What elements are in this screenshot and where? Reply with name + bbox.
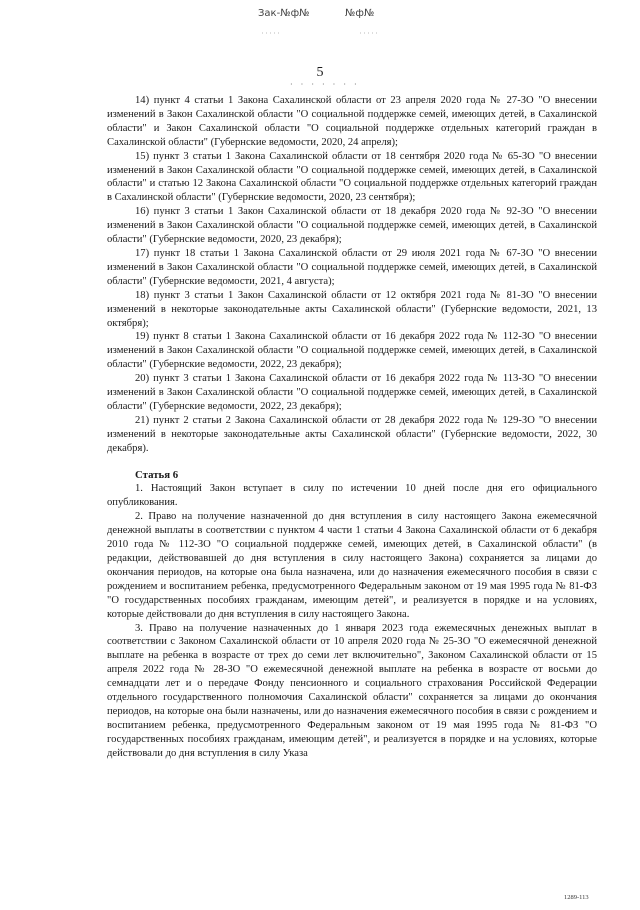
list-item: 19) пункт 8 статьи 1 Закона Сахалинской области от 16 декабря 2022 года № 112-ЗО "О внесении изменений в Закон Сахалинской области "О социальной поддержке семей, имеющих детей, в Сахалинской области" (Губернские ведомости, 2022, 23 декабря); — [107, 331, 597, 371]
list-item: 20) пункт 3 статьи 1 Закона Сахалинской области от 16 декабря 2022 года № 113-ЗО "О внесении изменений в Закон Сахалинской области "О социальной поддержке семей, имеющих детей, в Сахалинской области" (Губернские ведомости, 2022, 23 декабря); — [107, 373, 597, 412]
list-item: 18) пункт 3 статьи 1 Закон Сахалинской области от 12 октября 2021 года № 81-ЗО "О внесении изменений в некоторые законодательные акты Сахалинской области" (Губернские ведомости, 2021, 13 октября); — [107, 289, 597, 329]
list-item: 17) пункт 18 статьи 1 Закона Сахалинской области от 29 июля 2021 года № 67-ЗО "О внесении изменений в Закон Сахалинской области "О социальной поддержке семей, имеющих детей, в Сахалинской области" (Губернские ведомости, 2021, 4 августа); — [107, 247, 597, 287]
article-paragraph: 1. Настоящий Закон вступает в силу по истечении 10 дней после дня его официального опубликования. — [107, 483, 597, 509]
list-item: 14) пункт 4 статьи 1 Закона Сахалинской области от 23 апреля 2020 года № 27-ЗО "О внесении изменений в Закон Сахалинской области "О социальной поддержке семей, имеющих детей, в Сахалинской области" и Закон Сахалинской области "О социальной поддержке отдельных категорий граждан в Сахалинской области" (Губернские ведомости, 2020, 24 апреля); — [107, 95, 597, 148]
scan-dots: · · · · · · · — [290, 80, 360, 89]
page-number: 5 — [316, 65, 324, 80]
list-item: 21) пункт 2 статьи 2 Закона Сахалинской области от 28 декабря 2022 года № 129-ЗО "О внесении изменений в некоторые законодательные акты Сахалинской области" (Губернские ведомости, 2022, 30 декабря). — [107, 414, 597, 454]
list-item: 16) пункт 3 статьи 1 Закон Сахалинской области от 18 декабря 2020 года № 92-ЗО "О внесении изменений в Закон Сахалинской области "О социальной поддержке семей, имеющих детей, в Сахалинской области" (Губернские ведомости, 2020, 23 декабря); — [107, 206, 597, 246]
scan-marks — [0, 2, 640, 42]
article-heading: Статья 6 — [135, 468, 179, 481]
document-body — [107, 94, 597, 761]
list-item: 15) пункт 3 статьи 1 Закона Сахалинской области от 18 сентября 2020 года № 65-ЗО "О внесении изменений в Закон Сахалинской области "О социальной поддержке семей, имеющих детей, в Сахалинской области" и статью 12 Закона Сахалинской области "О социальной поддержке отдельных категорий граждан в Сахалинской области" (Губернские ведомости, 2020, 23 сентября); — [107, 150, 597, 204]
article-paragraph: 3. Право на получение назначенных до 1 января 2023 года ежемесячных денежных выплат в соответствии с Законом Сахалинской области от 10 апреля 2020 года № 25-ЗО "О ежемесячной денежной выплате на ребенка в возрасте от трех до семи лет включительно", Законом Сахалинской области от 15 апреля 2022 года № 28-ЗО "О ежемесячной денежной выплате на ребенка в возрасте от восьми до семнадцати лет и о передаче Фонду пенсионного и социального страхования Российской Федерации отдельного государственного полномочия Сахалинской области" сохраняется за лицами до окончания периодов, на которые она были назначены, или до назначения ежемесячного пособия в связи с рождением и воспитанием ребенка, предусмотренного Федеральным законом от 19 мая 1995 года № 81-ФЗ "О государственных пособиях гражданам, имеющим детей", и реализуется в порядке и на условиях, которые действовали до дня вступления в силу Указа — [107, 622, 597, 759]
footer-code: 1289-113 — [564, 894, 589, 901]
scan-mark-right: №ф№ — [345, 8, 375, 19]
article-paragraph: 2. Право на получение назначенной до дня вступления в силу настоящего Закона ежемесячной денежной выплаты в соответствии с пунктом 4 части 1 статьи 4 Закона Сахалинской области от 6 декабря 2010 года № 112-ЗО "О социальной поддержке семей, имеющих детей, в Сахалинской области" (в редакции, действовавшей до дня вступления в силу настоящего Закона) сохраняется за лицами до окончания периодов, на которые она была назначена, или до назначения ежемесячного пособия в связи с рождением и воспитанием ребенка, предусмотренного Федеральным законом от 19 мая 1995 года № 81-ФЗ "О государственных пособиях гражданам, имеющим детей", и реализуется в порядке и на условиях, которые действовали до дня вступления в силу настоящего Закона. — [107, 511, 597, 620]
scan-mark-left: Зак-№ф№ — [258, 8, 310, 19]
